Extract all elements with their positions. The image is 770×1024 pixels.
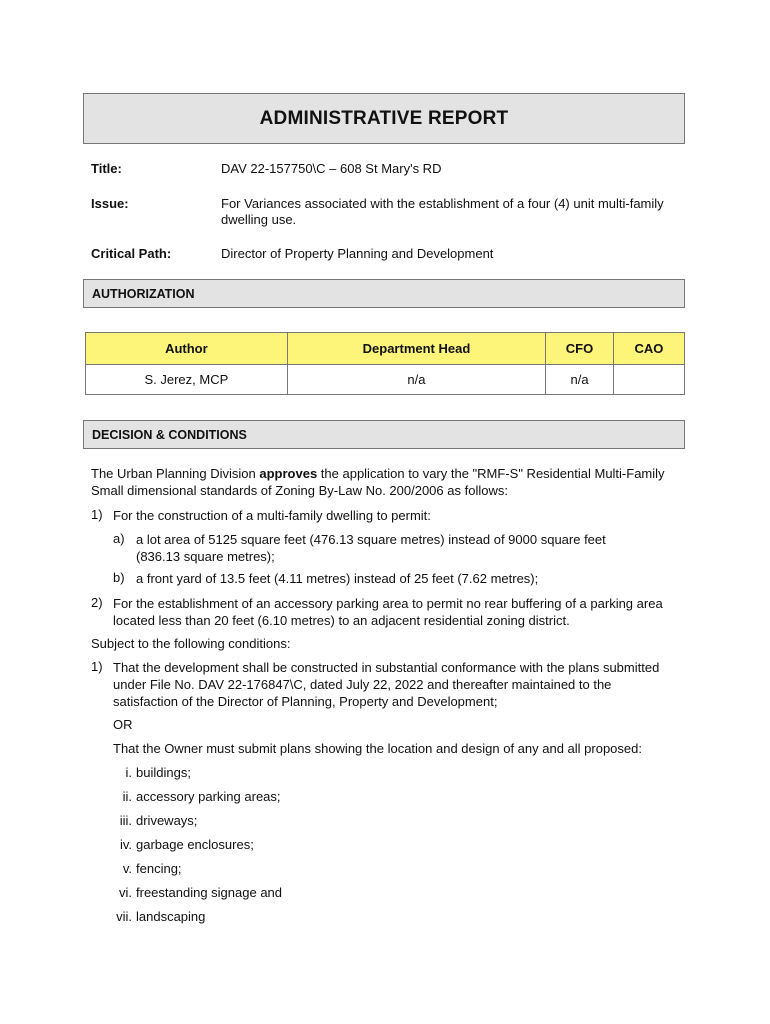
meta-critical-value: Director of Property Planning and Development — [221, 246, 494, 261]
item1b-label: b) — [113, 570, 125, 585]
item2-number: 2) — [91, 595, 103, 610]
col-cfo: CFO — [546, 333, 614, 365]
col-author: Author — [86, 333, 288, 365]
or-separator: OR — [113, 717, 133, 732]
item1b-text: a front yard of 13.5 feet (4.11 metres) instead of 25 feet (7.62 metres); — [136, 571, 539, 586]
meta-title-value: DAV 22-157750\C – 608 St Mary's RD — [221, 161, 442, 176]
list-item-7: landscaping — [136, 909, 206, 924]
decision-heading: DECISION & CONDITIONS — [83, 420, 685, 449]
item1-number: 1) — [91, 507, 103, 522]
cell-author: S. Jerez, MCP — [86, 365, 288, 395]
list-num-5: v. — [122, 861, 132, 876]
list-num-6: vi. — [119, 885, 132, 900]
cond1-number: 1) — [91, 659, 103, 674]
cond1-text: That the development shall be constructed in substantial conformance with the plans submitted under File No. DAV 22-176847\C, dated July 22, 2022 and thereafter maintained to the satisfaction of the Director of Planning, Property and Development; — [113, 660, 660, 709]
report-title: ADMINISTRATIVE REPORT — [259, 107, 509, 129]
col-cao: CAO — [613, 333, 684, 365]
item1a-label: a) — [113, 531, 125, 546]
subject-line: Subject to the following conditions: — [91, 636, 291, 651]
list-item-5: fencing; — [136, 861, 182, 876]
intro-pre: The Urban Planning Division — [91, 466, 260, 481]
list-num-7: vii. — [116, 909, 132, 924]
list-item-2: accessory parking areas; — [136, 789, 281, 804]
authorization-heading: AUTHORIZATION — [83, 279, 685, 308]
intro-approves: approves — [259, 466, 318, 481]
meta-critical-label: Critical Path: — [91, 246, 172, 261]
intro-post: the application to vary the "RMF-S" Residential Multi-Family Small dimensional standards of Zoning By-Law No. 200/2006 as follows: — [91, 466, 665, 498]
list-num-1: i. — [125, 765, 132, 780]
list-num-2: ii. — [122, 789, 132, 804]
item1a-text: a lot area of 5125 square feet (476.13 square metres) instead of 9000 square feet (836.13 square metres); — [136, 532, 606, 564]
authorization-header-row — [86, 333, 685, 365]
report-title-box — [83, 93, 685, 144]
list-num-3: iii. — [119, 813, 132, 828]
meta-title-label: Title: — [91, 161, 122, 176]
cell-cao — [613, 365, 684, 395]
authorization-table — [85, 332, 685, 395]
list-num-4: iv. — [119, 837, 132, 852]
meta-issue-value: For Variances associated with the establishment of a four (4) unit multi-family dwelling use. — [221, 196, 664, 227]
list-item-6: freestanding signage and — [136, 885, 283, 900]
meta-issue-label: Issue: — [91, 196, 129, 211]
item1-text: For the construction of a multi-family dwelling to permit: — [113, 508, 431, 523]
col-department-head: Department Head — [287, 333, 545, 365]
cell-department-head: n/a — [287, 365, 545, 395]
list-item-1: buildings; — [136, 765, 191, 780]
list-item-3: driveways; — [136, 813, 198, 828]
list-item-4: garbage enclosures; — [136, 837, 254, 852]
cell-cfo: n/a — [546, 365, 614, 395]
authorization-row — [86, 365, 685, 395]
decision-intro — [91, 465, 681, 499]
item2-text: For the establishment of an accessory parking area to permit no rear buffering of a parking area located less than 20 feet (6.10 metres) to an adjacent residential zoning district. — [113, 596, 663, 628]
owner-text: That the Owner must submit plans showing the location and design of any and all proposed: — [113, 741, 642, 756]
